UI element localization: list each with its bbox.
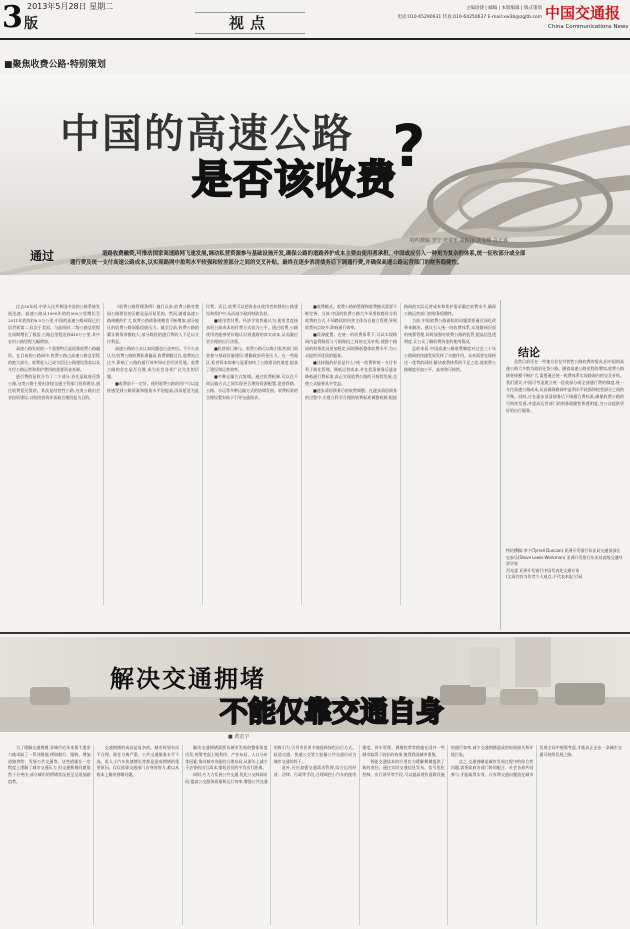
body-paragraph: 智能交通技术的应用也为缓解拥堵提供了新的途径。通过实时交通信息发布、信号优化控制、出行诱导等手段,可以提高现有道路设施的通行效率,减少交通拥堵造成的时间损失和环境污染。 xyxy=(362,745,534,778)
feature2-headline-bottom: 不能仅靠交通自身 xyxy=(220,695,445,728)
body-paragraph: ■这样做的好处是什么?统一收费和统一支付有利于简化管理、降低运营成本,并在偿清债务后逐步降低通行费标准,真正实现收费公路的可持续发展,也使公众能够从中受益。 xyxy=(305,360,397,386)
credit-line: 史泰乐(Steve Lewis-Workman) 亚洲开发银行东亚局高级交通经济学家 xyxy=(506,554,623,567)
body-paragraph: 此外,还应加强交通需求管理,综合运用经济、法律、行政等手段,合理调控小汽车的使用强度。停车管理、拥堵收费等措施在国外一些城市取得了较好的效果,值得我国城市借鉴。 xyxy=(273,745,445,778)
feature2-author: ■ 黄宏宇 xyxy=(228,734,250,740)
body-paragraph: 同时,应大力发展公共交通,优化公交线网布局,提高公交服务质量和运行效率,增强公共交通的吸引力,引导市民更多地选择绿色出行方式。轨道交通、快速公交等大容量公共交通应成为城市交通的骨干。 xyxy=(185,745,357,784)
body-paragraph: 总之,交通拥堵是城市发展过程中的综合性问题,需要政府各部门协同配合、社会各界共同参与,才能取得实效。只有将交通问题放在城市发展全局中统筹考虑,才能真正走出一条城市交通可持续发展之路。 xyxy=(450,745,622,778)
body-paragraph: 《收费公路管理条例》施行以来,收费公路对我国公路建设的贡献是显而易见的。然而,随着高速公路规模的扩大,收费公路债务规模也不断增加,部分地区的收费公路面临偿债压力。截至目前,收费公路的累计债务余额较大,部分路段的通行费收入不足以支付利息。 xyxy=(107,304,199,344)
topic-label: ■聚焦收费公路·特别策划 xyxy=(4,60,106,70)
body-paragraph: ■逐步清偿债务后的收费调整。在逐步清偿债务的过程中,应建立科学合理的收费标准调整机制,根据路网的实际运营成本和养护需求确定收费水平,确保公路运营部门的财务稳健性。 xyxy=(305,304,496,400)
page-number: 3 xyxy=(2,0,23,35)
question-mark-graphic: ? xyxy=(392,112,426,180)
feature-intro xyxy=(30,249,530,268)
body-paragraph: 高速公路发展的一个重要特点是依靠收费公路融资。在目前的公路网中,收费公路占高速公路总里程的绝大部分。收费收入已成为偿还公路建设贷款以及支付公路运营和养护费用的重要资金来源。 xyxy=(8,346,100,372)
body-paragraph: 交通拥堵的成因是复杂的。城市规划布局不合理、职住分离严重、公共交通服务水平不高、私人小汽车快速增长等都是造成拥堵的重要原因。仅仅依靠交通部门自身的努力,难以从根本上解决拥堵问题。 xyxy=(96,745,180,778)
feature-body xyxy=(8,303,496,605)
credit-line: 特约撰稿:李宁(Tyrrell Duncan) 亚洲开发银行东亚局交通部部长 xyxy=(506,548,621,553)
conclusion-title: 结论 xyxy=(518,346,540,359)
issue-date: 2013年5月28日 星期二 xyxy=(27,2,114,11)
author-credits xyxy=(506,548,624,581)
credit-line: (文章内容为作者个人观点,不代表本报立场) xyxy=(506,574,583,580)
body-paragraph: 当前,中国收费公路面临的问题需要通过深化改革来解决。建议引入统一的收费体系,实现路网层面的统筹管理,同时加强对收费公路的监管,提高信息透明度,让公众了解收费资金的使用情况。 xyxy=(404,318,496,344)
body-paragraph: 过去30年间,中华人民共和国中国的公路系统发展迅速。高速公路从1990年的约500公里增长至2011年底的约8.5万公里,中国的高速公路网现已位居世界第二,仅次于美国。与此同时,二级公路总里程在同期增长了数倍,公路总里程达到410万公里,其中农村公路里程大幅增加。 xyxy=(8,304,100,344)
body-paragraph: 总的来看,中国高速公路收费制度对过去三十年公路网的快速发展发挥了关键作用。未来需要在保持这一优势的同时,解决收费体系的不足之处,使收费公路制度更加公平、高效和可持续。 xyxy=(404,346,496,372)
conclusion-text: 虽然目前还在一些地方存在经营性公路收费的情况,但中国的高速公路大多数为政府还贷公路。随着高速公路里程的增加,收费公路债务规模不断扩大,需要通过统一收费体系实现路网内的交叉补贴。我们建议,中国可考虑建立统一征收部分或全部通行费的制度,统一支付高速公路成本,从而确保路网中盈利水平较强和较差部分之间的平衡。同时,应在逐步消清债务后下调通行费标准,确保收费公路的可持续发展,并提高运营部门的财务稳健性和透明度,为公众提供更好的出行服务。 xyxy=(506,359,624,413)
body-paragraph: ■收费模式。收费公路的管理和收费模式需要不断完善。当前,中国的收费公路大多采用按路段分别收费的方式,不同路段的经营主体各自独立管理,导致收费站点较多,影响通行效率。 xyxy=(305,304,397,330)
body-paragraph: ■资源配置。在统一的收费体系下,可以实现路网内盈利路段与亏损路段之间的交叉补贴,使整个路网的财务状况更加稳定,同时降低整体收费水平,为公众提供更优质的服务。 xyxy=(305,332,397,358)
newspaper-logo-english: China Communications News xyxy=(548,24,629,30)
contact-line-1: 主编徐捷 | 邮编 | 本版编辑 | 版式策划 xyxy=(465,6,542,11)
body-paragraph: ■使用者付费。经济学家普遍认为,使用者直接承担公路成本的付费方式较为公平。通过收费,公路使用者能够更好地认识到道路的真实成本,从而做出更合理的出行决策。 xyxy=(206,318,298,344)
section-title: 视点 xyxy=(195,12,305,34)
page-header xyxy=(0,0,630,40)
intro-lead: 通过 xyxy=(30,249,55,263)
contact-info xyxy=(392,4,542,22)
feature-authors: 特约撰稿 李宁 史泰乐 霍振国 沃克斯 肖光睿 xyxy=(410,238,508,244)
body-paragraph: ■私营部门参与。收费公路可以吸引私营部门资金参与基础设施建设,缓解政府资金压力。在一些地区,私营资本的参与显著加快了公路建设的速度,提高了建设和运营效率。 xyxy=(206,346,298,372)
column-divider xyxy=(500,300,501,630)
body-paragraph: 解决交通拥堵需要从城市发展的整体角度出发,统筹考虑土地利用、产业布局、人口分布等因素,推动城市功能的合理布局,从源头上减少不必要的出行需求,缩短居民的平均出行距离。 xyxy=(185,745,268,771)
credit-line: 肖光睿 亚洲开发银行中国代表处交通专家 xyxy=(506,567,580,573)
intro-text: 道路收费融资,可推动国家高速路网飞速发展,调动私营资源参与基础设施开发,确保公路的道路养护成本主要由使用者承担。中国或应引入一种更为复杂的体系,统一征收部分或全部通行费及统一支付高速公路成本,以实现路网中盈利水平较强和较差部分之间的交叉补贴。最终在逐步消清债务后下调通行费,并确保高速公路运营部门的财务稳健性。 xyxy=(70,251,526,266)
feature-headline-bottom: 是否该收费 xyxy=(192,157,397,203)
body-paragraph: 高速公路的公众认知问题也日益突出。不少公众认为,收费公路收费标准偏高,收费期限过长,收费站点过多,影响了公路的通行效率和社会经济发展。收费公路的存在是否合理,成为社会各界广泛关注的话题。 xyxy=(107,346,199,379)
body-paragraph: ■多种运输方式协调。通过收费机制,可以在不同运输方式之间实现更合理的资源配置,促进铁路、公路、水运等多种运输方式的协调发展。收费标准的合理设置有助于引导交通需求。 xyxy=(206,374,298,400)
feature2-headline-top: 解决交通拥堵 xyxy=(110,664,266,693)
feature2-body xyxy=(8,745,622,925)
feature-headline-top: 中国的高速公路 xyxy=(60,110,354,157)
body-paragraph: ■收费前不一定好。使用收费公路的用户可以直接感受到公路质量和服务水平的提高,因而愿意为此付费。而且,收费可以把资金从使用者转移到公路建设和养护中,从而减少政府财政负担。 xyxy=(107,304,298,393)
page-suffix: 版 xyxy=(24,16,38,32)
newspaper-logo: 中国交通报 xyxy=(545,4,621,22)
body-paragraph: 进行费的征收分为了二个部分,首先是政府还贷公路,这类公路主要由各级交通主管部门投资建设,通过收费偿还贷款。其次是经营性公路,这类公路由企业投资建设,以收回投资并获取合理回报为目的。 xyxy=(8,374,100,400)
body-paragraph: 为了缓解交通拥堵,各城市近年来都不遗余力地采取了一系列措施,例如限行、限购、增加道路供给、发展公共交通等。这些措施在一定程度上缓解了城市交通压力,但交通拥堵问题依然十分突出,部分城市的拥堵状况甚至呈现加剧趋势。 xyxy=(8,745,91,784)
contact-line-2: 电话:010-65290631 传真:010-64250637 E-mail:xw3b@zgjtb.com xyxy=(397,15,542,20)
section-rule xyxy=(0,632,630,634)
